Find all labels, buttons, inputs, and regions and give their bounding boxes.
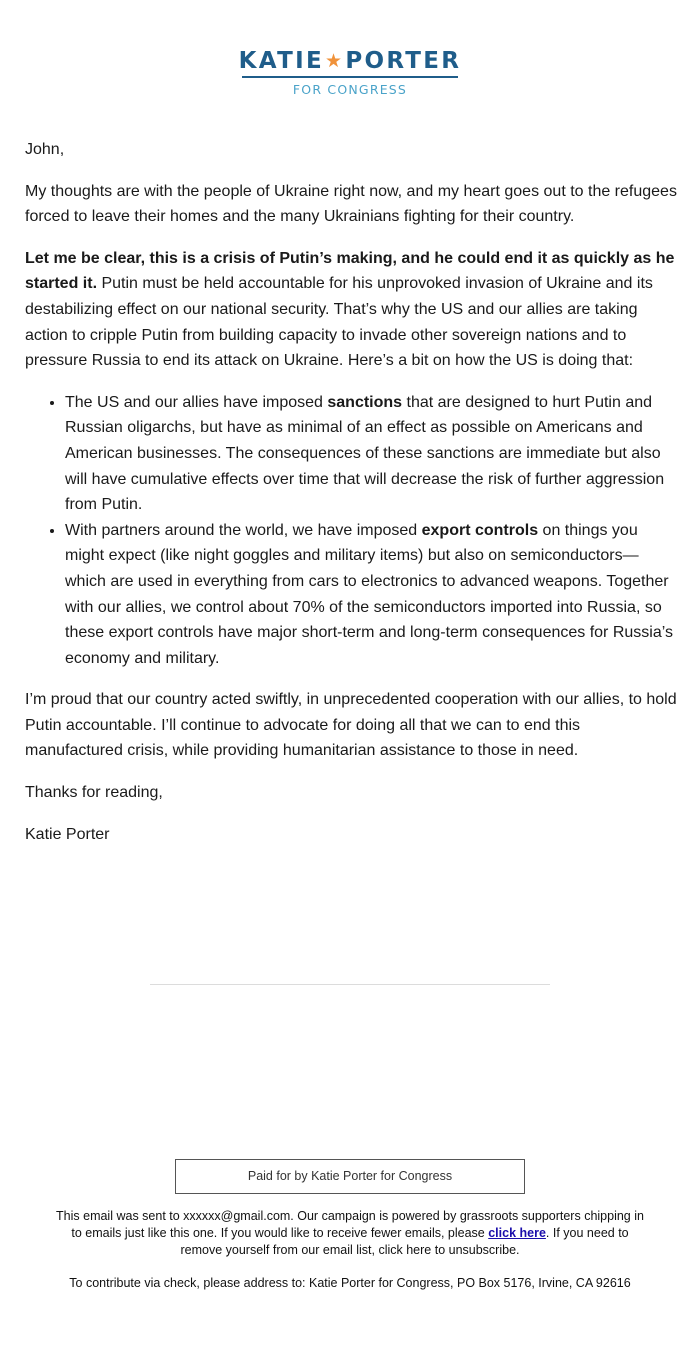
paid-for-box: Paid for by Katie Porter for Congress (175, 1159, 525, 1194)
footer-address: To contribute via check, please address to: Katie Porter for Congress, PO Box 5176, Irvine, CA 92616 (69, 1276, 631, 1290)
list-item-bold: export controls (421, 521, 539, 539)
list-item-export-controls (65, 518, 677, 672)
measures-list (25, 390, 677, 672)
paragraph-closing: I’m proud that our country acted swiftly, in unprecedented cooperation with our allies, to hold Putin accountable. I’ll continue to advocate for doing all that we can to end this manufactured crisis, while providing humanitarian assistance to those in need. (25, 691, 677, 760)
bold-statement: Let me be clear, this is a crisis of Putin’s making, and he could end it as quickly as he started it. (25, 249, 675, 293)
list-item-sanctions (65, 390, 677, 518)
footer-notice (50, 1208, 650, 1259)
star-icon: ★ (324, 50, 345, 72)
signoff: Thanks for reading, (25, 784, 163, 802)
logo-name-first: KATIE (238, 48, 324, 74)
list-item-text: on things you might expect (like night goggles and military items) but also on semiconductors—which are used in everything from cars to electronics to advanced weapons. Together with our allies, we control about 70% of the semiconductors imported into Russia, so these export controls have major short-term and long-term consequences for Russia’s economy and military. (65, 521, 673, 667)
list-item-text: that are designed to hurt Putin and Russian oligarchs, but have as minimal of an effect as possible on Americans and American businesses. The consequences of these sanctions are immediate but also will have cumulative effects over time that will decrease the risk of further aggression from Putin. (65, 393, 665, 514)
paragraph-putin (25, 246, 677, 374)
signature: Katie Porter (25, 825, 110, 843)
email-footer (50, 1208, 650, 1308)
fewer-emails-link[interactable]: click here (488, 1226, 546, 1240)
greeting: John, (25, 141, 65, 158)
list-item-text: With partners around the world, we have imposed (65, 521, 422, 539)
logo-wordmark (0, 47, 700, 76)
paragraph-putin-text: Putin must be held accountable for his unprovoked invasion of Ukraine and its destabilizing effect on our national security. That’s why the US and our allies are taking action to cripple Putin from building capacity to invade other sovereign nations and to pressure Russia to end its attack on Ukraine. Here’s a bit on how the US is doing that: (25, 275, 653, 370)
logo-subtitle: FOR CONGRESS (292, 82, 408, 97)
paragraph-intro: My thoughts are with the people of Ukraine right now, and my heart goes out to the refugees forced to leave their homes and the many Ukrainians fighting for their country. (25, 182, 677, 226)
list-item-bold: sanctions (327, 393, 403, 411)
logo-divider (242, 76, 458, 78)
campaign-logo (0, 47, 700, 98)
footer-divider (150, 984, 550, 985)
footer-notice-text: . If you need to remove yourself from our email list, click here to unsubscribe. (180, 1226, 629, 1257)
email-body (25, 137, 677, 863)
list-item-text: The US and our allies have imposed (65, 393, 328, 411)
logo-name-last: PORTER (345, 48, 462, 74)
footer-notice-text: This email was sent to xxxxxx@gmail.com. Our campaign is powered by grassroots supporters chipping in to emails just like this one. If you would like to receive fewer emails, please (56, 1209, 644, 1240)
